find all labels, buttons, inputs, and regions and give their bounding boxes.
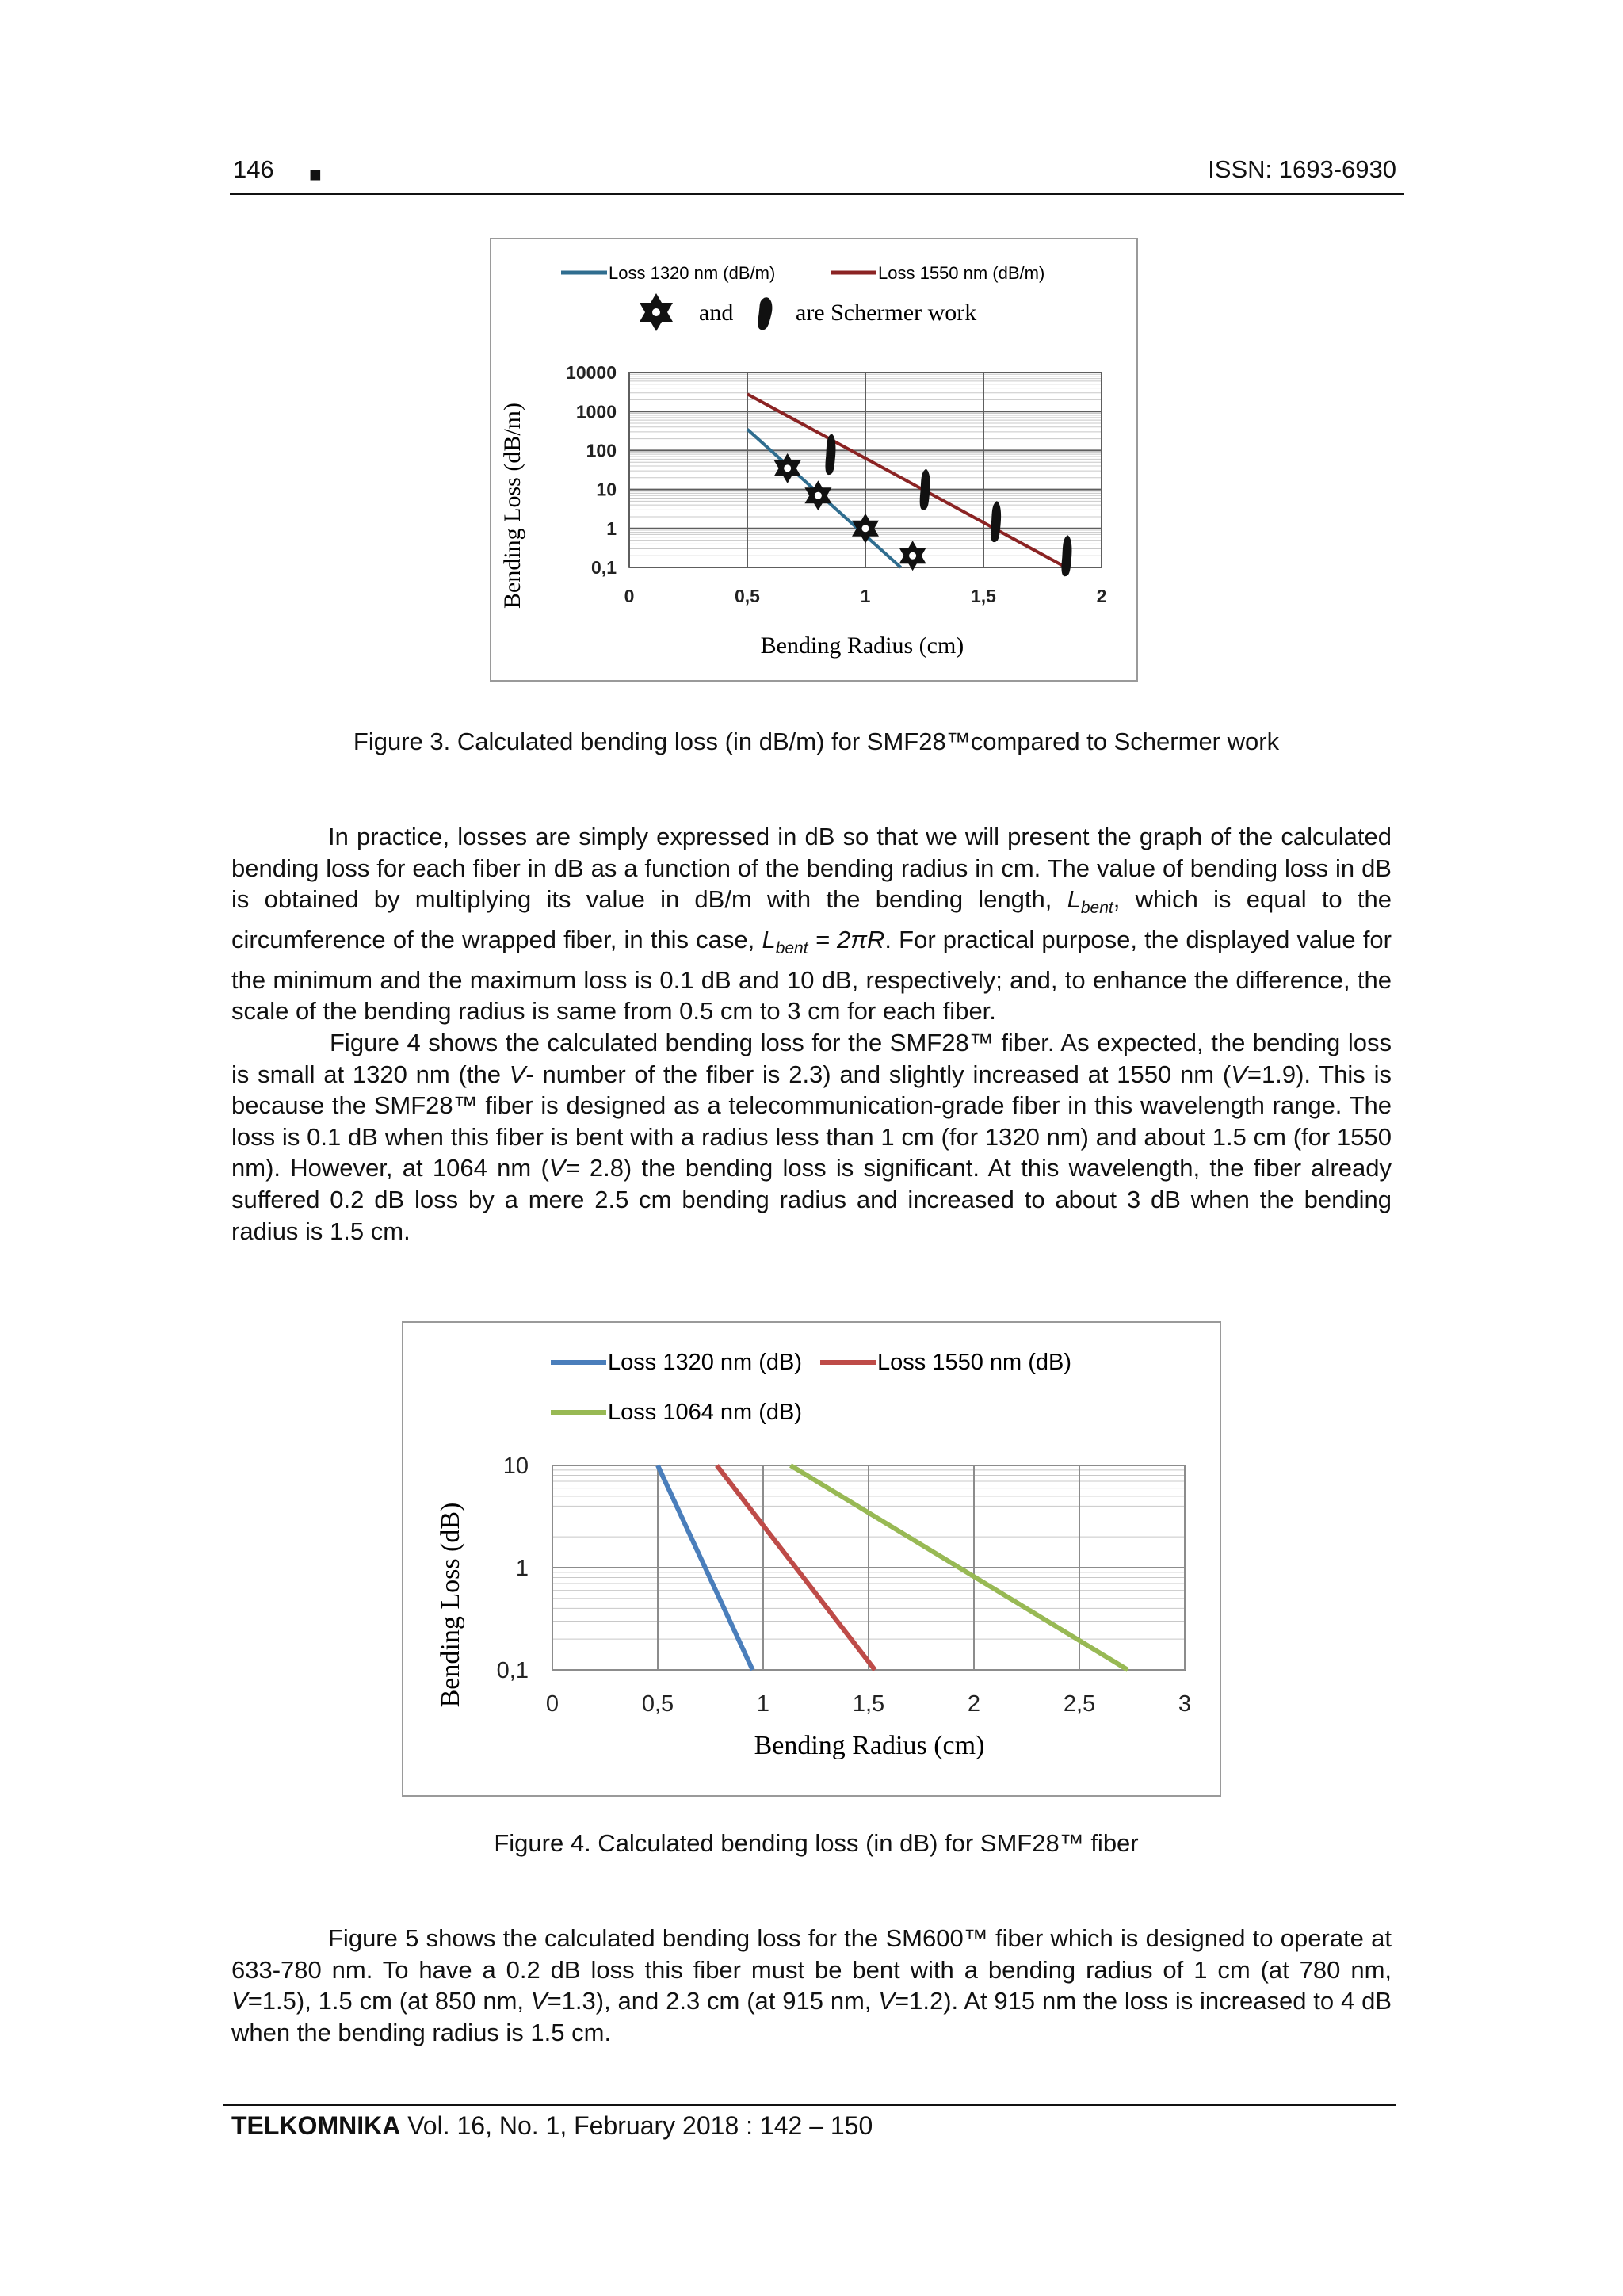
- journal-name: TELKOMNIKA: [231, 2111, 401, 2140]
- x-tick-label: 1: [756, 1691, 770, 1717]
- figure-3-chart: [491, 239, 1136, 680]
- y-axis-label: Bending Loss (dB): [436, 1502, 465, 1708]
- x-tick-label: 0,5: [641, 1691, 674, 1717]
- page-footer: [231, 2111, 873, 2141]
- x-tick-label: 2: [1096, 586, 1107, 606]
- legend-note-rest: are Schermer work: [796, 300, 977, 326]
- marker-center: [784, 464, 791, 472]
- figure-4-plot-area: [497, 1454, 1191, 1717]
- figure-3-plot-area: [566, 362, 1106, 606]
- body-text-block-2: [231, 1923, 1392, 2048]
- y-tick-label: 10000: [566, 362, 617, 384]
- y-tick-label: 0,1: [496, 1658, 529, 1684]
- figure-4: [402, 1321, 1221, 1797]
- y-tick-label: 1: [606, 518, 617, 539]
- legend-label-1320: Loss 1320 nm (dB): [608, 1350, 803, 1375]
- star-of-david-icon: [640, 293, 673, 331]
- header-marker: ■: [309, 162, 322, 186]
- y-tick-label: 0,1: [591, 557, 617, 579]
- x-tick-label: 1,5: [852, 1691, 885, 1717]
- legend-label-1550: Loss 1550 nm (dB): [877, 1350, 1072, 1375]
- body-text-block-1: [231, 821, 1392, 1247]
- x-tick-label: 0: [624, 586, 635, 606]
- figure-4-legend: [551, 1350, 1071, 1425]
- y-tick-label: 10: [502, 1454, 529, 1480]
- x-tick-label: 1,5: [971, 586, 996, 606]
- x-axis-label: Bending Radius (cm): [760, 632, 964, 659]
- marker-center: [909, 552, 916, 560]
- x-tick-label: 2: [967, 1691, 981, 1717]
- footer-rule: [223, 2104, 1396, 2106]
- y-tick-label: 100: [586, 440, 617, 461]
- page-number: 146: [233, 155, 274, 183]
- figure-4-chart: [403, 1323, 1220, 1795]
- figure-3: [490, 238, 1138, 682]
- paragraph-2: Figure 4 shows the calculated bending loss for the SMF28™ fiber. As expected, the bending loss is small at 1320 nm (the V- number of the fiber is 2.3) and slightly increased at 1550 nm (V=1.9). This is because the SMF28™ fiber is designed as a telecommunication-grade fiber in this wavelength range. The loss is 0.1 dB when this fiber is bent with a radius less than 1 cm (for 1320 nm) and about 1.5 cm (for 1550 nm). However, at 1064 nm (V= 2.8) the bending loss is significant. At this wavelength, the fiber already suffered 0.2 dB loss by a mere 2.5 cm bending radius and increased to about 3 dB when the bending radius is 1.5 cm.: [231, 1028, 1392, 1245]
- bar-marker-icon: [758, 297, 772, 330]
- y-tick-label: 1: [515, 1556, 529, 1582]
- x-tick-label: 3: [1178, 1691, 1192, 1717]
- x-tick-label: 0: [545, 1691, 559, 1717]
- legend-label-1550: Loss 1550 nm (dB/m): [878, 263, 1045, 283]
- legend-label-1320: Loss 1320 nm (dB/m): [609, 263, 776, 283]
- paragraph-1: In practice, losses are simply expressed in dB so that we will present the graph of the calculated bending loss for each fiber in dB as a function of the bending radius in cm. The value of bending loss in dB is obtained by multiplying its value in dB/m with the bending length, $L_{bent}$, which is equal to the circumference of the wrapped fiber, in this case, $L_{bent} = 2\pi R$. For practical purpose, the displayed value for the minimum and the maximum loss is 0.1 dB and 10 dB, respectively; and, to enhance the difference, the scale of the bending radius is same from 0.5 cm to 3 cm for each fiber.: [231, 823, 1392, 1026]
- x-tick-label: 2,5: [1063, 1691, 1096, 1717]
- y-tick-label: 10: [596, 479, 617, 500]
- y-axis-label: Bending Loss (dB/m): [499, 403, 525, 609]
- figure-3-legend: [561, 263, 1044, 331]
- x-axis-label: Bending Radius (cm): [754, 1731, 985, 1760]
- header-rule: [230, 193, 1404, 195]
- x-tick-label: 1: [860, 586, 871, 606]
- marker-center: [815, 492, 822, 499]
- journal-details: Vol. 16, No. 1, February 2018 : 142 – 150: [400, 2111, 873, 2140]
- legend-label-1064: Loss 1064 nm (dB): [608, 1400, 803, 1425]
- figure-3-caption: Figure 3. Calculated bending loss (in dB/m) for SMF28™compared to Schermer work: [353, 728, 1280, 755]
- figure-4-caption: Figure 4. Calculated bending loss (in dB) for SMF28™ fiber: [494, 1829, 1139, 1857]
- x-tick-label: 0,5: [735, 586, 760, 606]
- legend-note-and: and: [699, 300, 734, 326]
- issn: ISSN: 1693-6930: [1208, 155, 1396, 183]
- page-header: [230, 155, 1403, 193]
- paragraph-3: Figure 5 shows the calculated bending loss for the SM600™ fiber which is designed to operate at 633-780 nm. To have a 0.2 dB loss this fiber must be bent with a bending radius of 1 cm (at 780 nm, V=1.5), 1.5 cm (at 850 nm, V=1.3), and 2.3 cm (at 915 nm, V=1.2). At 915 nm the loss is increased to 4 dB when the bending radius is 1.5 cm.: [231, 1924, 1392, 2046]
- y-tick-label: 1000: [575, 401, 617, 422]
- marker-center: [862, 525, 869, 532]
